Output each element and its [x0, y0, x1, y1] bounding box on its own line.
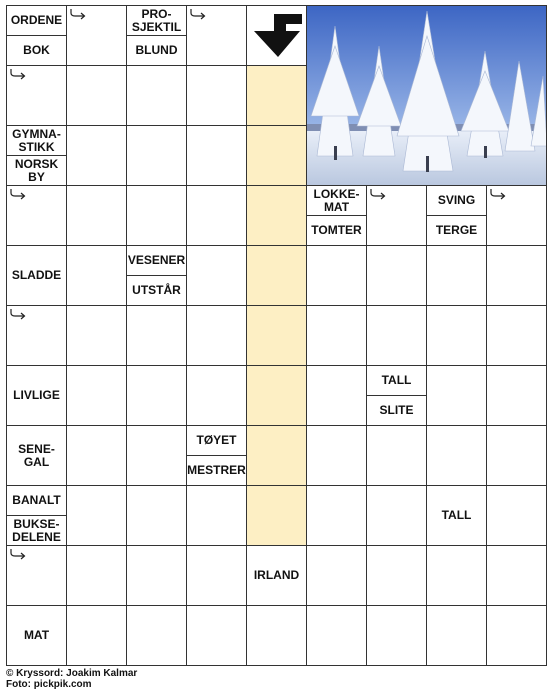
grid-cell[interactable] [66, 65, 127, 126]
grid-cell[interactable] [246, 125, 307, 186]
grid-cell[interactable] [486, 605, 547, 666]
clue-norsk_by: NORSK BY [6, 155, 67, 186]
grid-cell[interactable] [366, 245, 427, 306]
grid-cell[interactable] [186, 185, 247, 246]
clue-sladde: SLADDE [6, 245, 67, 306]
grid-cell[interactable] [186, 245, 247, 306]
credits-photo: Foto: pickpik.com [6, 679, 92, 690]
grid-cell[interactable] [126, 305, 187, 366]
clue-tall1: TALL [366, 365, 427, 396]
arrow-icon [189, 8, 207, 22]
grid-cell[interactable] [306, 365, 367, 426]
grid-cell[interactable] [246, 605, 307, 666]
grid-cell[interactable] [246, 185, 307, 246]
grid-cell[interactable] [306, 485, 367, 546]
grid-cell[interactable] [66, 125, 127, 186]
clue-mat: MAT [6, 605, 67, 666]
grid-cell[interactable] [426, 605, 487, 666]
arrow-icon [9, 548, 27, 562]
clue-buksedelene: BUKSE- DELENE [6, 515, 67, 546]
grid-cell[interactable] [306, 305, 367, 366]
clue-vesener: VESENER [126, 245, 187, 276]
grid-cell[interactable] [186, 605, 247, 666]
grid-cell[interactable] [66, 605, 127, 666]
grid-cell[interactable] [66, 485, 127, 546]
arrow-icon [9, 188, 27, 202]
grid-cell[interactable] [246, 365, 307, 426]
grid-cell[interactable] [126, 365, 187, 426]
clue-ordene: ORDENE [6, 5, 67, 36]
grid-cell[interactable] [366, 485, 427, 546]
grid-cell[interactable] [306, 605, 367, 666]
clue-toyet: TØYET [186, 425, 247, 456]
clue-banalt: BANALT [6, 485, 67, 516]
grid-cell[interactable] [486, 245, 547, 306]
grid-cell[interactable] [126, 65, 187, 126]
grid-cell[interactable] [66, 305, 127, 366]
clue-terge: TERGE [426, 215, 487, 246]
grid-cell[interactable] [486, 425, 547, 486]
clue-mestrer: MESTRER [186, 455, 247, 486]
credits [6, 668, 137, 690]
grid-cell[interactable] [486, 365, 547, 426]
grid-cell[interactable] [246, 305, 307, 366]
grid-cell[interactable] [66, 425, 127, 486]
grid-cell[interactable] [66, 185, 127, 246]
clue-tall2: TALL [426, 485, 487, 546]
arrow-icon [9, 68, 27, 82]
grid-cell[interactable] [306, 245, 367, 306]
grid-cell[interactable] [426, 365, 487, 426]
grid-cell[interactable] [366, 425, 427, 486]
arrow-icon [69, 8, 87, 22]
clue-tomter: TOMTER [306, 215, 367, 246]
grid-cell[interactable] [426, 245, 487, 306]
grid-cell[interactable] [186, 365, 247, 426]
grid-cell[interactable] [126, 485, 187, 546]
grid-cell[interactable] [186, 65, 247, 126]
grid-cell[interactable] [126, 545, 187, 606]
clue-blund: BLUND [126, 35, 187, 66]
grid-cell[interactable] [186, 545, 247, 606]
grid-cell[interactable] [486, 305, 547, 366]
crossword-grid [6, 5, 546, 665]
clue-lokkemat: LOKKE- MAT [306, 185, 367, 216]
grid-cell[interactable] [66, 245, 127, 306]
grid-cell[interactable] [486, 545, 547, 606]
grid-cell[interactable] [426, 425, 487, 486]
grid-cell[interactable] [186, 125, 247, 186]
grid-cell[interactable] [126, 605, 187, 666]
grid-cell[interactable] [306, 425, 367, 486]
grid-cell[interactable] [186, 485, 247, 546]
grid-cell[interactable] [186, 305, 247, 366]
grid-cell[interactable] [426, 545, 487, 606]
grid-cell[interactable] [246, 65, 307, 126]
grid-cell[interactable] [366, 305, 427, 366]
grid-cell[interactable] [246, 245, 307, 306]
arrow-icon [489, 188, 507, 202]
grid-cell[interactable] [246, 485, 307, 546]
snowy-forest-photo [306, 5, 547, 186]
grid-cell[interactable] [246, 425, 307, 486]
grid-cell[interactable] [126, 425, 187, 486]
clue-irland: IRLAND [246, 545, 307, 606]
grid-cell[interactable] [126, 125, 187, 186]
grid-cell[interactable] [66, 545, 127, 606]
clue-gymnastikk: GYMNA- STIKK [6, 125, 67, 156]
grid-cell[interactable] [66, 365, 127, 426]
grid-cell[interactable] [366, 605, 427, 666]
clue-livlige: LIVLIGE [6, 365, 67, 426]
big-down-arrow-icon [250, 11, 304, 59]
credits-author: © Kryssord: Joakim Kalmar [6, 668, 138, 679]
grid-cell[interactable] [486, 485, 547, 546]
clue-sving: SVING [426, 185, 487, 216]
clue-senegal: SENE- GAL [6, 425, 67, 486]
grid-cell[interactable] [126, 185, 187, 246]
arrow-icon [9, 308, 27, 322]
grid-cell[interactable] [366, 545, 427, 606]
arrow-icon [369, 188, 387, 202]
clue-bok: BOK [6, 35, 67, 66]
clue-utstar: UTSTÅR [126, 275, 187, 306]
clue-prosjektil: PRO- SJEKTIL [126, 5, 187, 36]
grid-cell[interactable] [306, 545, 367, 606]
grid-cell[interactable] [426, 305, 487, 366]
clue-slite: SLITE [366, 395, 427, 426]
